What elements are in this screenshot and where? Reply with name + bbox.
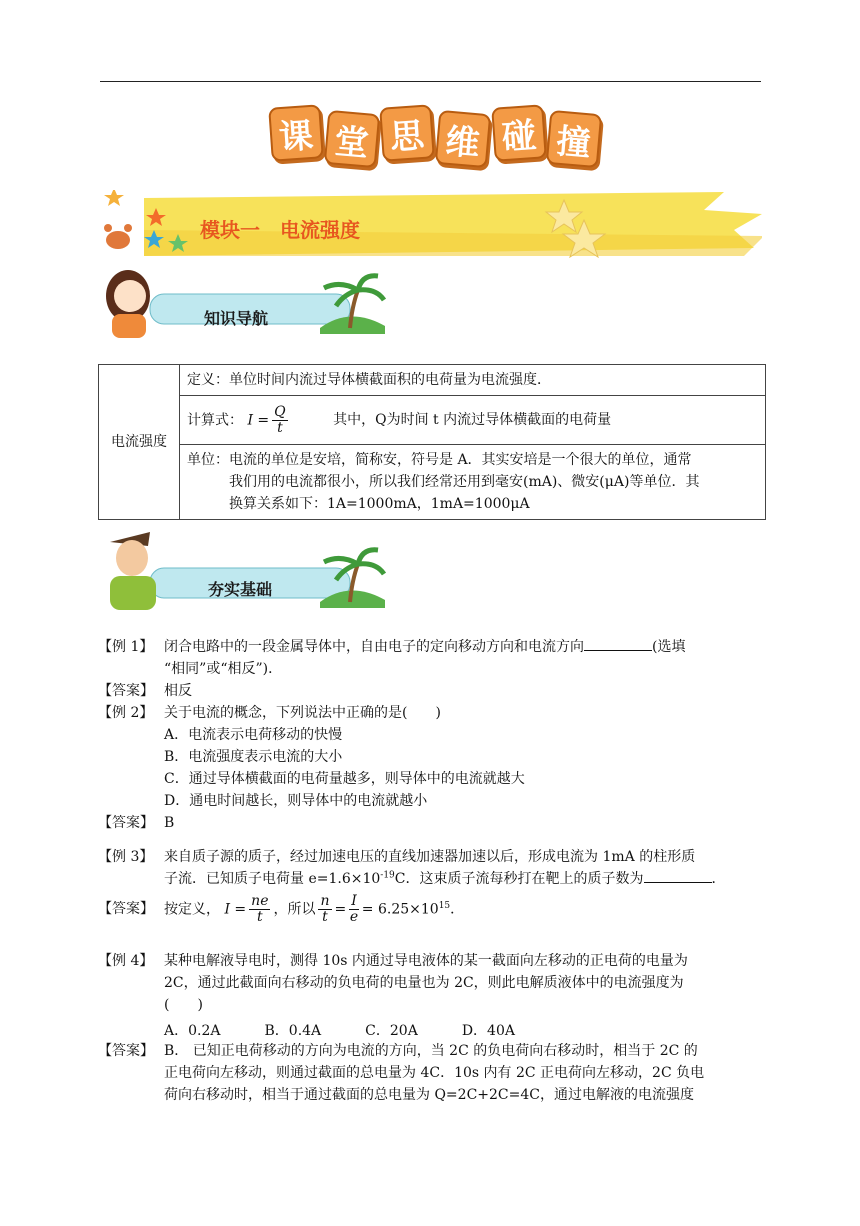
example-tag: 【例 1】 — [98, 639, 154, 655]
man-avatar-icon — [110, 532, 156, 610]
answer-blank — [584, 636, 652, 651]
answer-tag: 【答案】 — [98, 815, 154, 831]
girl-avatar-icon — [106, 270, 150, 338]
unit-text-line: 换算关系如下：1A=1000mA，1mA=1000μA — [229, 496, 530, 512]
example-tag: 【例 3】 — [98, 849, 154, 865]
module-title: 模块一 电流强度 — [200, 218, 360, 242]
banner-char: 撞 — [546, 110, 602, 168]
section-knowledge-title: 知识导航 — [204, 309, 269, 328]
formula-prefix: 计算式： — [187, 412, 243, 428]
section-basics-title: 夯实基础 — [208, 580, 273, 599]
lesson-banner — [270, 106, 600, 166]
option: B．0.4A — [264, 1023, 322, 1039]
formula-cell — [180, 396, 766, 445]
definition-cell — [180, 365, 766, 396]
answer-4: 【答案】 B． 已知正电荷移动的方向为电流的方向，当 2C 的负电荷向右移动时，相当于 2C 的 正电荷向左移动，则通过截面的总电量为 4C．10s 内有 2C 正电荷向左移动，2C 负电 荷向右移动时，相当于通过截面的总电量为 Q=2C+2C=4C，通过电解液的电流强度 — [98, 1040, 768, 1106]
option: A．0.2A — [164, 1023, 221, 1039]
option: C．通过导体横截面的电荷量越多，则导体中的电流就越大 — [164, 771, 525, 787]
banner-char: 碰 — [491, 104, 546, 161]
banner-char: 课 — [268, 104, 323, 161]
answer-tag: 【答案】 — [98, 901, 154, 917]
example-tag: 【例 4】 — [98, 953, 154, 969]
definition-text: 定义：单位时间内流过导体横截面积的电荷量为电流强度． — [187, 372, 551, 388]
option: C．20A — [365, 1023, 418, 1039]
example-4: 【例 4】 某种电解液导电时，测得 10s 内通过导电液体的某一截面向左移动的正电荷的电量为 2C，通过此截面向右移动的负电荷的电量也为 2C，则此电解质液体中的电流强度为 ( ) A．0.2A B．0.4A C．20A D．40A — [98, 950, 768, 1042]
formula-fraction: $\frac{I}{e}$ — [349, 893, 359, 925]
formula-fraction: $\frac{ne}{t}$ — [251, 893, 269, 925]
answer-tag: 【答案】 — [98, 683, 154, 699]
option: B．电流强度表示电流的大小 — [164, 749, 343, 765]
example-1: 【例 1】 闭合电路中的一段金属导体中，自由电子的定向移动方向和电流方向 (选填 “相同”或“相反”)． — [98, 636, 768, 680]
answer-tag: 【答案】 — [98, 1043, 154, 1059]
crab-icon — [104, 224, 132, 249]
example-tag: 【例 2】 — [98, 705, 154, 721]
banner-char: 堂 — [323, 110, 379, 168]
banner-char: 思 — [380, 104, 435, 161]
option: A．电流表示电荷移动的快慢 — [164, 727, 343, 743]
option: D．通电时间越长，则导体中的电流就越小 — [164, 793, 428, 809]
formula-note: 其中，Q为时间 t 内流过导体横截面的电荷量 — [333, 412, 612, 428]
header-rule — [100, 81, 761, 82]
table-label: 电流强度 — [111, 434, 167, 450]
knowledge-header-decoration — [100, 266, 390, 342]
option: D．40A — [461, 1023, 515, 1039]
answer-blank — [644, 868, 712, 883]
answer-2: 【答案】 B — [98, 812, 768, 834]
banner-char: 维 — [435, 110, 491, 168]
unit-text-line: 我们用的电流都很小，所以我们经常还用到毫安(mA)、微安(μA)等单位．其 — [229, 474, 700, 490]
formula-fraction: $\frac{Q}{t}$ — [274, 403, 286, 436]
knowledge-table — [98, 364, 766, 520]
formula-fraction: $\frac{n}{t}$ — [320, 893, 330, 925]
unit-text-line: 单位：电流的单位是安培，简称安，符号是 A．其实安培是一个很大的单位，通常 — [187, 452, 692, 468]
answer-3: 【答案】 按定义， I = $\frac{ne}{t}$ ，所以 $\frac{n}{t}$ = $\frac{I}{e}$ = $6.25\times 10^{15}$． — [98, 893, 465, 925]
example-2: 【例 2】 关于电流的概念，下列说法中正确的是( ) A．电流表示电荷移动的快慢 B．电流强度表示电流的大小 C．通过导体横截面的电荷量越多，则导体中的电流就越大 D．通电时间越长，则导体中的电流就越小 — [98, 702, 768, 812]
answer-1: 【答案】 相反 — [98, 680, 768, 702]
example-3: 【例 3】 来自质子源的质子，经过加速电压的直线加速器加速以后，形成电流为 1mA 的柱形质 子流．已知质子电荷量 $e=1.6\times 10^{-19}C$．这束质子流每秒打在靶上的质子数为 ． — [98, 846, 768, 890]
formula-lhs: I = — [247, 412, 270, 428]
basics-header-decoration — [100, 522, 390, 616]
table-label-cell — [99, 365, 180, 520]
unit-cell — [180, 445, 766, 520]
